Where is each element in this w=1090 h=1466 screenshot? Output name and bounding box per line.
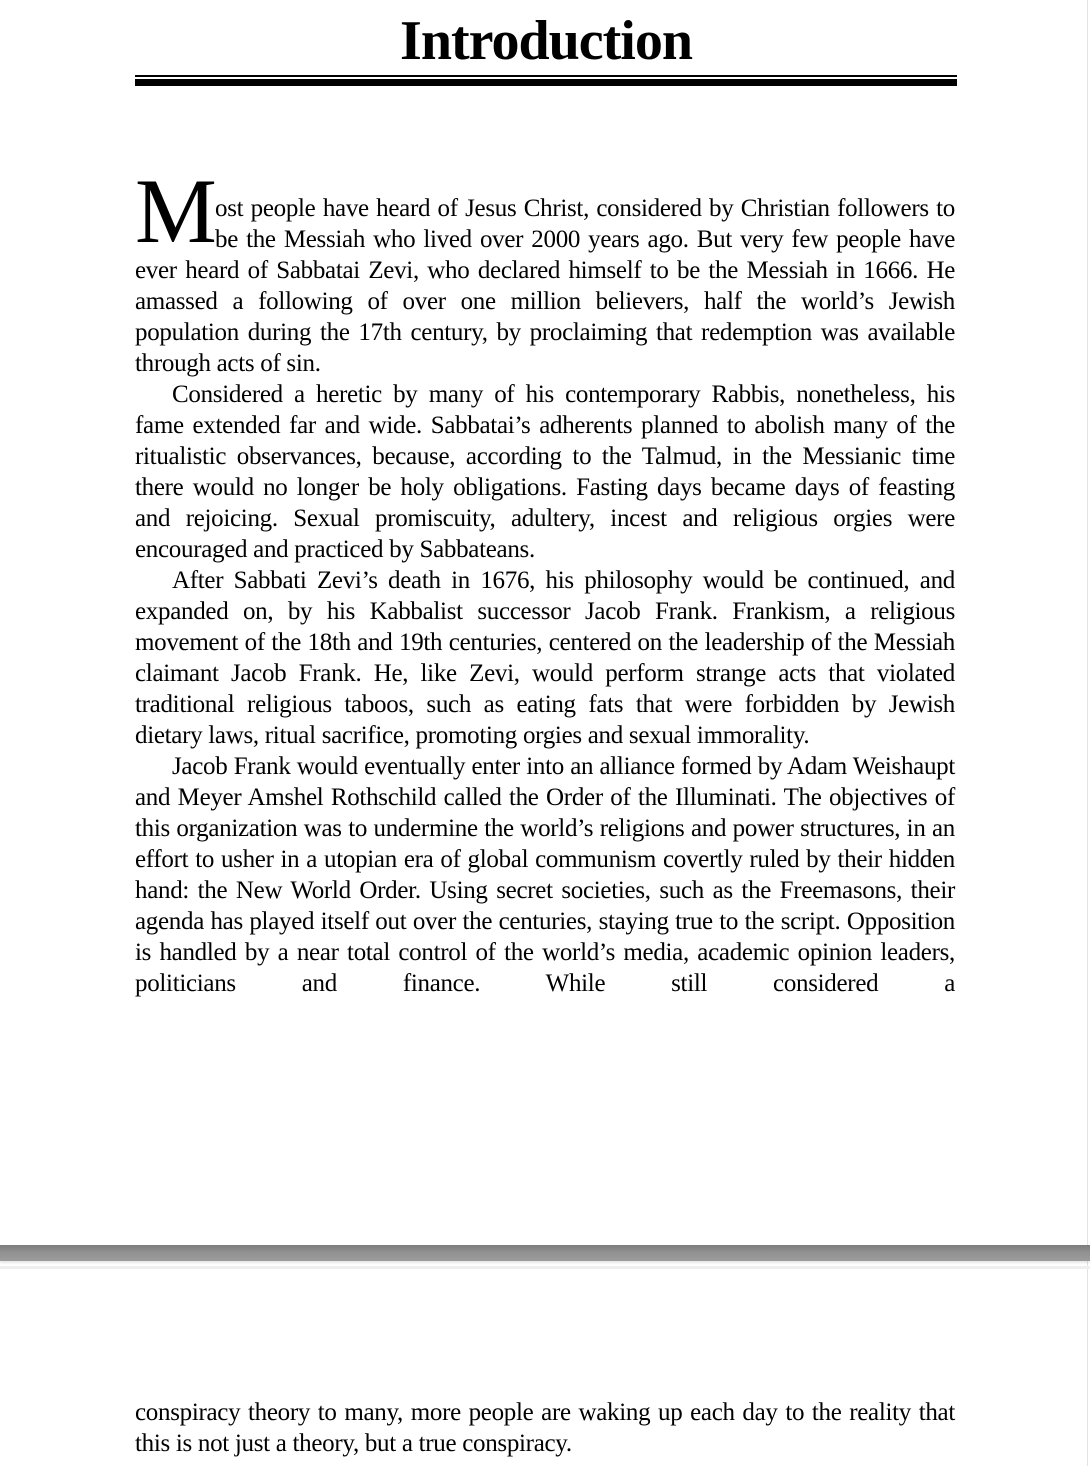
drop-cap: M <box>135 160 217 262</box>
page-break-separator <box>0 1245 1090 1261</box>
paragraph-1 <box>135 160 955 379</box>
chapter-title: Introduction <box>400 10 692 72</box>
continuation-paragraph-text: conspiracy theory to many, more people are waking up each day to the reality that this is not just a theory, but a true conspiracy. <box>135 1399 955 1457</box>
title-rule <box>135 75 957 86</box>
continuation-paragraph <box>135 1397 955 1459</box>
paragraph-2-text: Considered a heretic by many of his contemporary Rabbis, nonetheless, his fame extended far and wide. Sabbatai’s adherents planned to abolish many of the ritualistic observances, because, according to the Talmud, in the Messianic time there would no longer be holy obligations. Fasting days became days of feasting and rejoicing. Sexual promiscuity, adultery, incest and religious orgies were encouraged and practiced by Sabbateans. <box>135 381 955 563</box>
page1-body <box>135 160 955 999</box>
paragraph-1-text: ost people have heard of Jesus Christ, considered by Christian followers to be the Messiah who lived over 2000 years ago. But very few people have ever heard of Sabbatai Zevi, who declared himself to be the Messiah in 1666. He amassed a following of over one million believers, half the world’s Jewish population during the 17th century, by proclaiming that redemption was available through acts of sin. <box>135 195 955 377</box>
paragraph-3-text: After Sabbati Zevi’s death in 1676, his philosophy would be continued, and expanded on, by his Kabbalist successor Jacob Frank. Frankism, a religious movement of the 18th and 19th centuries, centered on the leadership of the Messiah claimant Jacob Frank. He, like Zevi, would perform strange acts that violated traditional religious taboos, such as eating fats that were forbidden by Jewish dietary laws, ritual sacrifice, promoting orgies and sexual immorality. <box>135 567 955 749</box>
paragraph-2 <box>135 379 955 565</box>
paragraph-4-text: Jacob Frank would eventually enter into an alliance formed by Adam Weishaupt and Meyer Amshel Rothschild called the Order of the Illuminati. The objectives of this organization was to undermine the world’s religions and power structures, in an effort to usher in a utopian era of global communism covertly ruled by their hidden hand: the New World Order. Using secret societies, such as the Freemasons, their agenda has played itself out over the centuries, staying true to the script. Opposition is handled by a near total control of the world’s media, academic opinion leaders, politicians and finance. While still considered a <box>135 753 955 997</box>
paragraph-4 <box>135 751 955 999</box>
chapter-header <box>135 12 957 70</box>
title-rule-thick-line <box>135 79 957 86</box>
page2-top-edge-shadow <box>0 1266 1090 1269</box>
paragraph-3 <box>135 565 955 751</box>
page2-body <box>135 1397 955 1459</box>
